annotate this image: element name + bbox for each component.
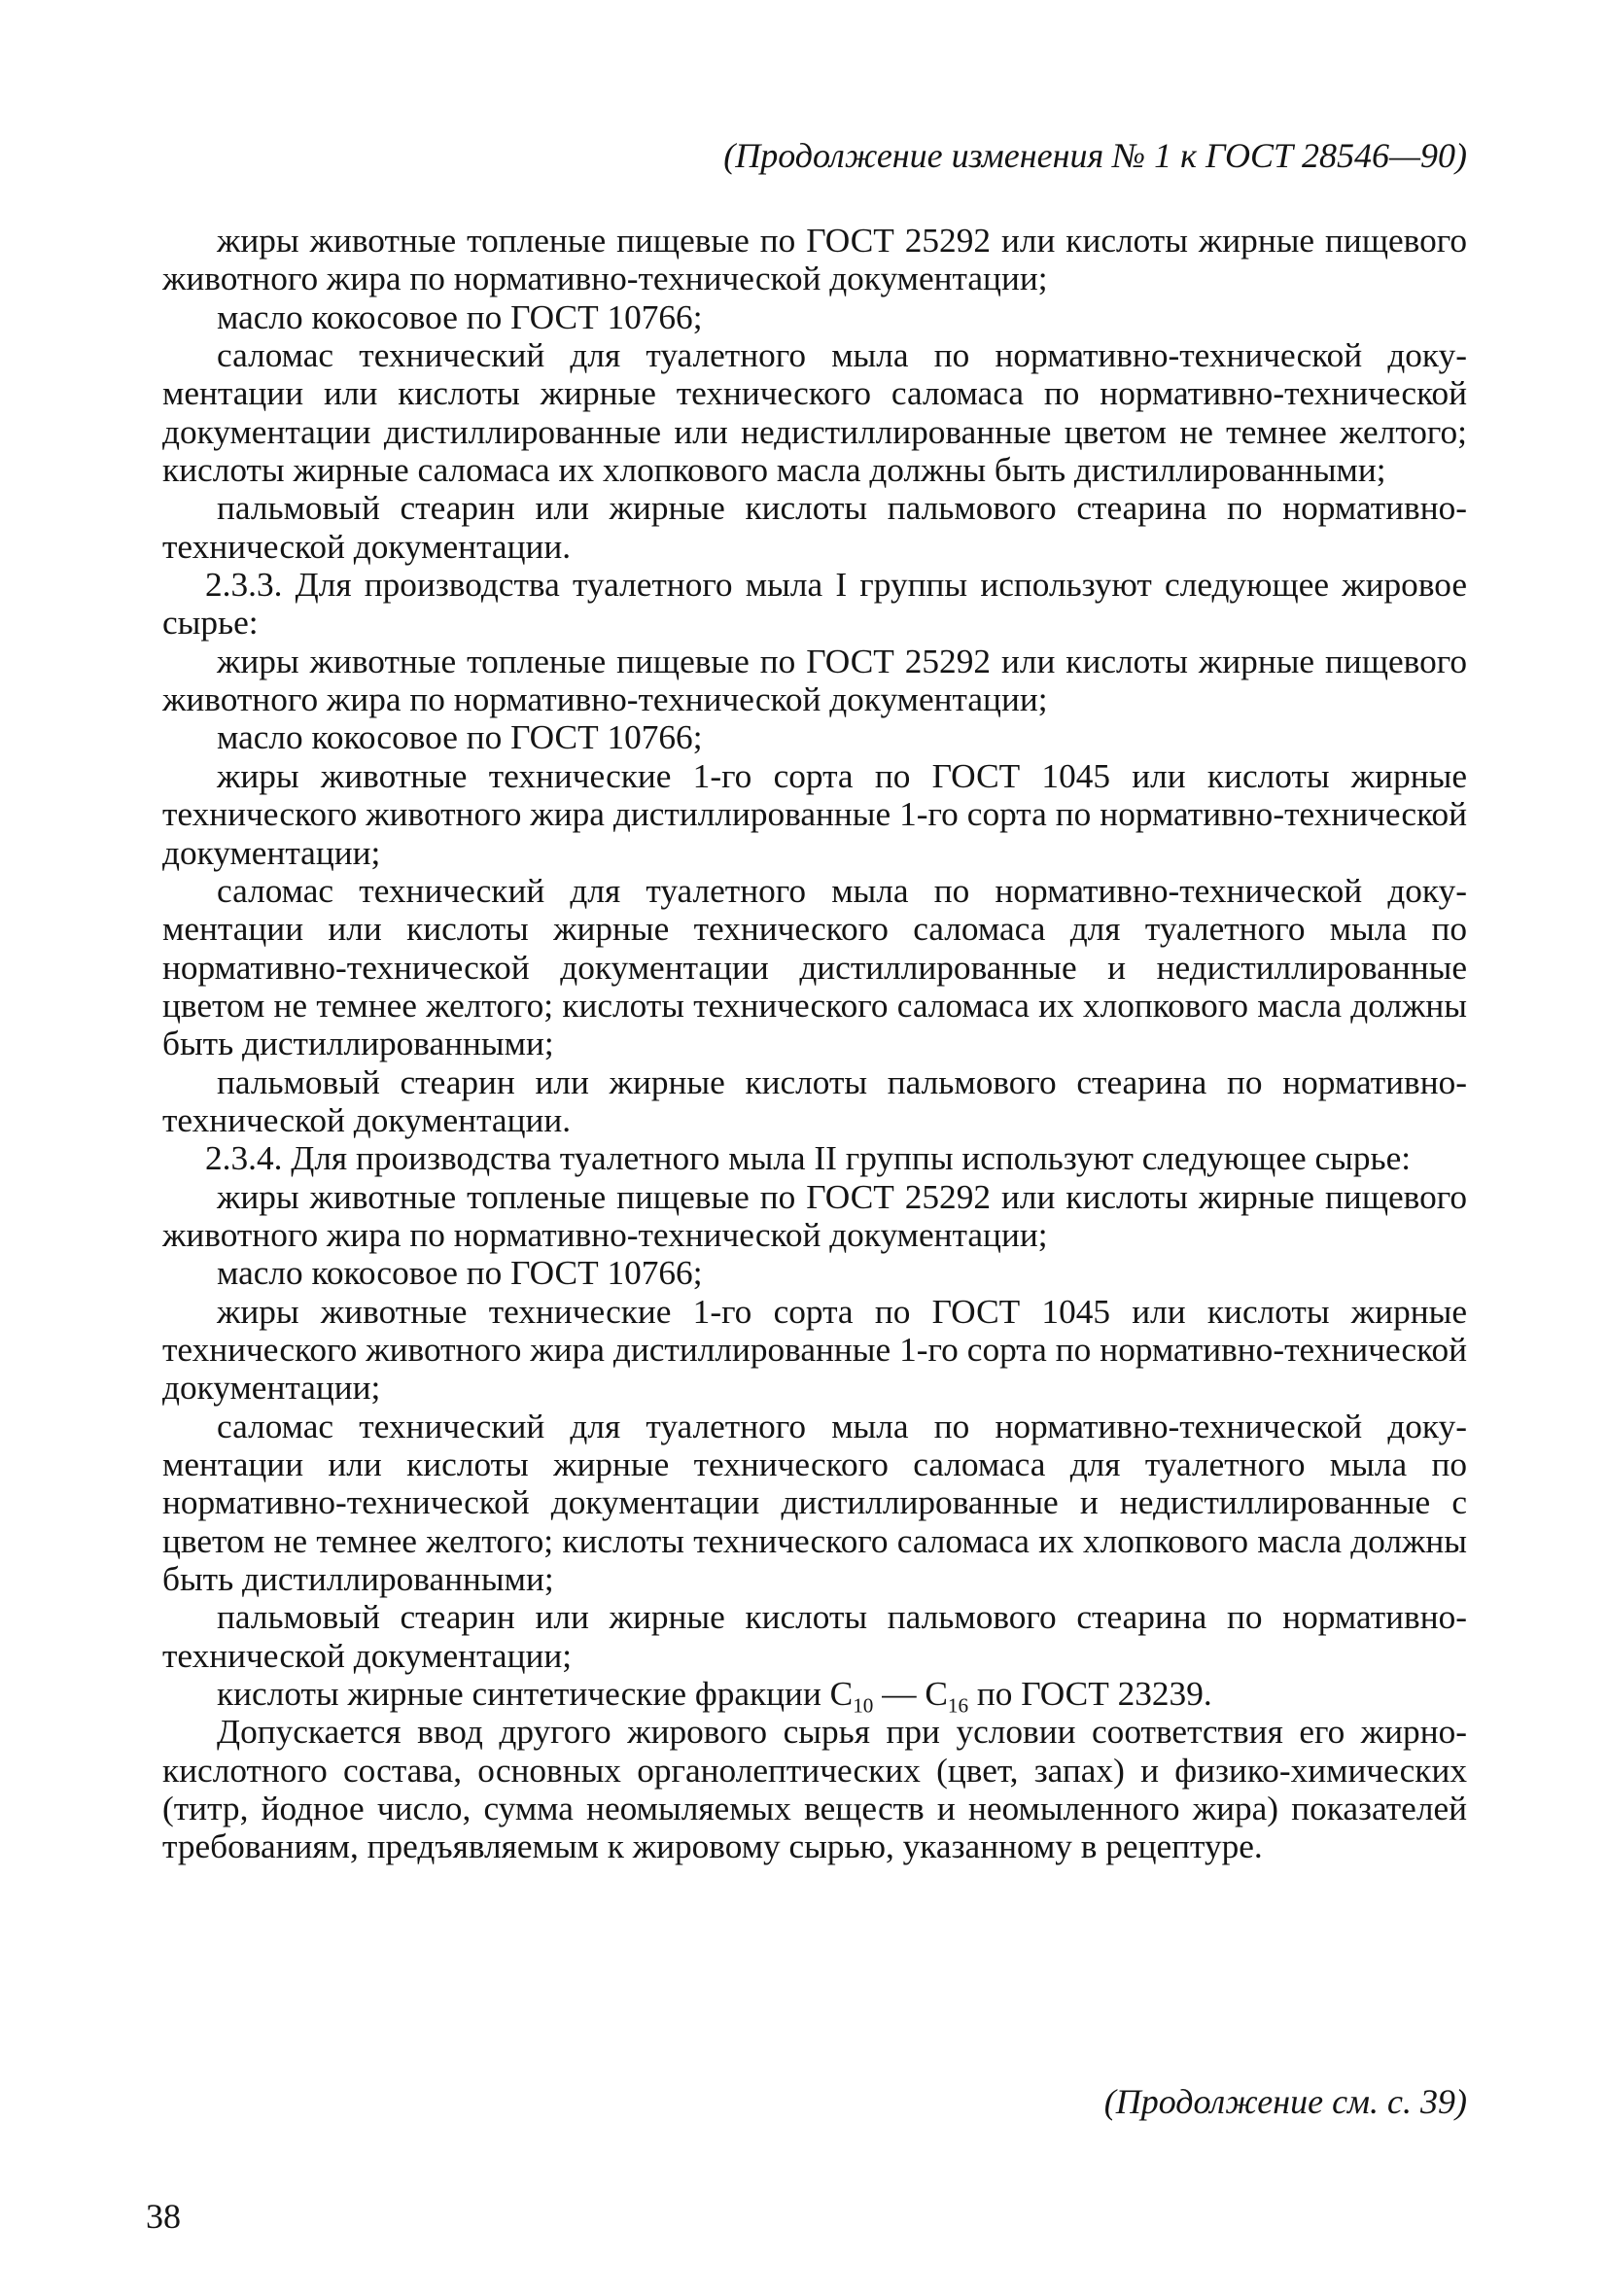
- list-item: жиры животные топленые пищевые по ГОСТ 25292 или кислоты жирные пищевого животного жира по нормативно-технической документации;: [162, 222, 1467, 298]
- carbon-subscript-high: 16: [947, 1693, 969, 1718]
- synthetic-acids-suffix: по ГОСТ 23239.: [968, 1675, 1212, 1714]
- closing-paragraph: Допускается ввод другого жирового сырья при условии соответствия его жирно-кислотного состава, основных органолептических (цвет, запах) и физико-химических (титр, йодное число, сумма неомыляемых веществ и неомыленного жира) показателей требованиям, предъявляемым к жировому сырью, указанному в рецептуре.: [162, 1713, 1467, 1866]
- list-item: масло кокосовое по ГОСТ 10766;: [217, 718, 703, 757]
- list-item: масло кокосовое по ГОСТ 10766;: [217, 1254, 703, 1293]
- carbon-subscript-low: 10: [853, 1693, 874, 1718]
- clause-2-3-3: 2.3.3. Для производства туалетного мыла I группы используют следующее жировое сырье:: [162, 566, 1467, 643]
- list-item: саломас технический для туалетного мыла по нормативно-технической документации или кислоты жирные технического саломаса для туалетного мыла по нормативно-технической документации дистиллированные и недистиллированные с цветом не темнее желтого; кислоты технического саломаса их хлопкового масла должны быть дистиллированными;: [162, 1407, 1467, 1599]
- synthetic-acids-prefix: кислоты жирные синтетические фракции С: [217, 1675, 854, 1714]
- list-item: жиры животные топленые пищевые по ГОСТ 25292 или кислоты жирные пищевого животного жира по нормативно-технической документации;: [162, 642, 1467, 719]
- list-item: саломас технический для туалетного мыла по нормативно-технической документации или кислоты жирные технического саломаса для туалетного мыла по нормативно-технической документации дистиллированные и недистиллированные цветом не темнее желтого; кислоты технического саломаса их хлопкового масла должны быть дистиллированными;: [162, 871, 1467, 1063]
- list-item: саломас технический для туалетного мыла по нормативно-технической документации или кислоты жирные технического саломаса по нормативно-технической документации дистиллированные или недистиллированные цветом не темнее желтого; кислоты жирные саломаса их хлопкового масла должны быть дистиллированными;: [162, 336, 1467, 490]
- continuation-header: (Продолжение изменения № 1 к ГОСТ 28546—90): [723, 136, 1467, 175]
- document-body: [162, 222, 1467, 1866]
- list-item: жиры животные технические 1-го сорта по ГОСТ 1045 или кислоты жирные технического животного жира дистиллированные 1-го сорта по нормативно-технической документации;: [162, 756, 1467, 872]
- list-item: пальмовый стеарин или жирные кислоты пальмового стеарина по нормативно-технической документации.: [162, 1062, 1467, 1139]
- list-item: жиры животные топленые пищевые по ГОСТ 25292 или кислоты жирные пищевого животного жира по нормативно-технической документации;: [162, 1177, 1467, 1254]
- list-item: жиры животные технические 1-го сорта по ГОСТ 1045 или кислоты жирные технического животного жира дистиллированные 1-го сорта по нормативно-технической документации;: [162, 1292, 1467, 1408]
- list-item: пальмовый стеарин или жирные кислоты пальмового стеарина по нормативно-технической документации.: [162, 489, 1467, 566]
- synthetic-acids-item: [162, 1675, 1467, 1718]
- list-item: масло кокосовое по ГОСТ 10766;: [217, 297, 703, 336]
- clause-2-3-4: 2.3.4. Для производства туалетного мыла II группы используют следующее сырье:: [205, 1139, 1412, 1178]
- list-item: пальмовый стеарин или жирные кислоты пальмового стеарина по нормативно-технической документации;: [162, 1598, 1467, 1675]
- page-number: 38: [146, 2197, 181, 2236]
- fraction-dash: — С: [873, 1675, 948, 1714]
- continuation-footer: (Продолжение см. с. 39): [1103, 2082, 1467, 2121]
